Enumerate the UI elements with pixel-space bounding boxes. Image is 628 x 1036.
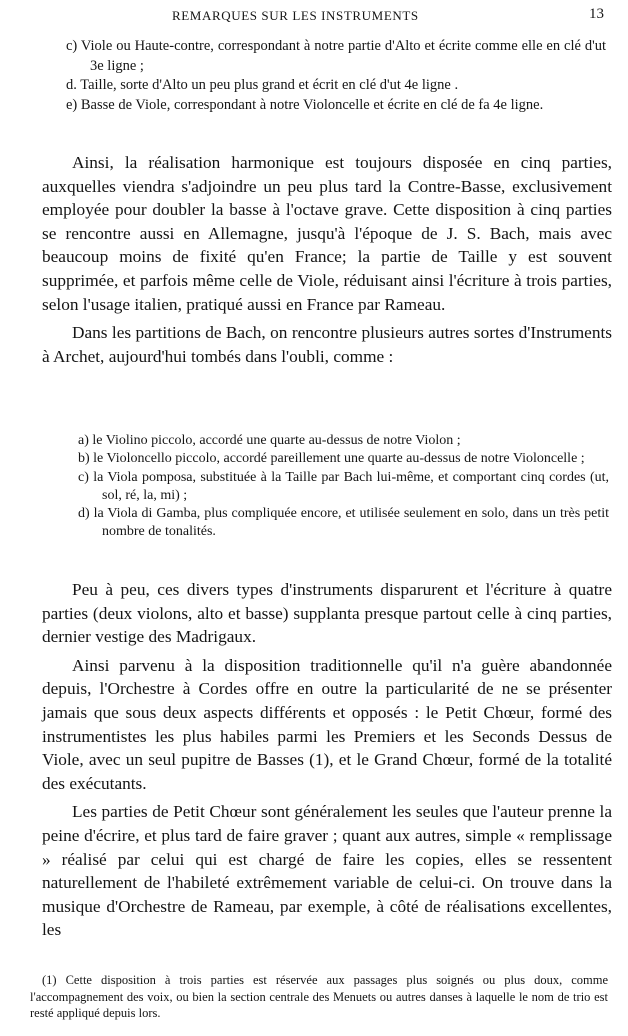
paragraph: Ainsi parvenu à la disposition traditionnelle qu'il n'a guère abandonnée depuis, l'Orchestre à Cordes offre en outre la particularité de ne se présenter jamais que sous deux aspects différents et opposés : le Petit Chœur, formé des instrumentistes les plus habiles parmi les Premiers et les Seconds Dessus de Viole, avec un seul pupitre de Basses (1), et le Grand Chœur, formé de la totalité des exécutants. bbox=[42, 655, 612, 793]
list-item: e) Basse de Viole, correspondant à notre Violoncelle et écrite en clé de fa 4e ligne. bbox=[66, 96, 544, 113]
list-item: d. Taille, sorte d'Alto un peu plus grand et écrit en clé d'ut 4e ligne . bbox=[66, 77, 459, 94]
page-number: 13 bbox=[589, 6, 604, 22]
instrument-list-a bbox=[66, 37, 606, 115]
list-item: c) la Viola pomposa, substituée à la Taille par Bach lui-même, et comportant cinq cordes (ut, sol, ré, la, mi) ; bbox=[78, 469, 609, 503]
list-item: c) Viole ou Haute-contre, correspondant à notre partie d'Alto et écrite comme elle en clé d'ut 3e ligne ; bbox=[66, 38, 606, 74]
paragraph: Dans les partitions de Bach, on rencontre plusieurs autres sortes d'Instruments à Archet, aujourd'hui tombés dans l'oubli, comme : bbox=[42, 323, 612, 366]
footnote bbox=[30, 972, 608, 1022]
running-title: REMARQUES SUR LES INSTRUMENTS bbox=[172, 8, 419, 23]
paragraph: Ainsi, la réalisation harmonique est toujours disposée en cinq parties, auxquelles viendra s'adjoindre un peu plus tard la Contre-Basse, exclusivement employée pour doubler la basse à l'octave grave. Cette disposition à cinq parties se rencontre aussi en Allemagne, jusqu'à l'époque de J. S. Bach, mais avec beaucoup moins de fixité qu'en France; la partie de Taille y est souvent supprimée, et parfois même celle de Viole, réduisant ainsi l'écriture à trois parties, selon l'usage italien, pratiqué aussi en France par Rameau. bbox=[42, 153, 612, 314]
paragraph: Les parties de Petit Chœur sont généralement les seules que l'auteur prenne la peine d'écrire, et plus tard de faire graver ; quant aux autres, simple « remplissage » réalisé par celui qui est chargé de faire les copies, elles se ressentent naturellement de l'habileté extrêmement variable de celui-ci. On trouve dans la musique d'Orchestre de Rameau, par exemple, à côté de réalisations excellentes, les bbox=[42, 802, 612, 940]
paragraph: Peu à peu, ces divers types d'instruments disparurent et l'écriture à quatre parties (deux violons, alto et basse) supplanta presque partout celle à cinq parties, dernier vestige des Madrigaux. bbox=[42, 580, 612, 647]
body-text-upper bbox=[42, 151, 612, 368]
instrument-list-b bbox=[78, 432, 609, 542]
body-text-lower bbox=[42, 578, 612, 942]
footnote-text: (1) Cette disposition à trois parties est réservée aux passages plus soignés ou plus doux, comme l'accompagnement des voix, ou bien la section centrale des Menuets ou autres danses à laquelle le nom de trio est resté appliqué depuis lors. bbox=[30, 973, 608, 1020]
list-item: b) le Violoncello piccolo, accordé pareillement une quarte au-dessus de notre Violoncelle ; bbox=[78, 451, 585, 467]
list-item: d) la Viola di Gamba, plus compliquée encore, et utilisée seulement en solo, dans un très petit nombre de tonalités. bbox=[78, 506, 609, 540]
list-item: a) le Violino piccolo, accordé une quarte au-dessus de notre Violon ; bbox=[78, 433, 461, 448]
running-header bbox=[0, 3, 628, 25]
